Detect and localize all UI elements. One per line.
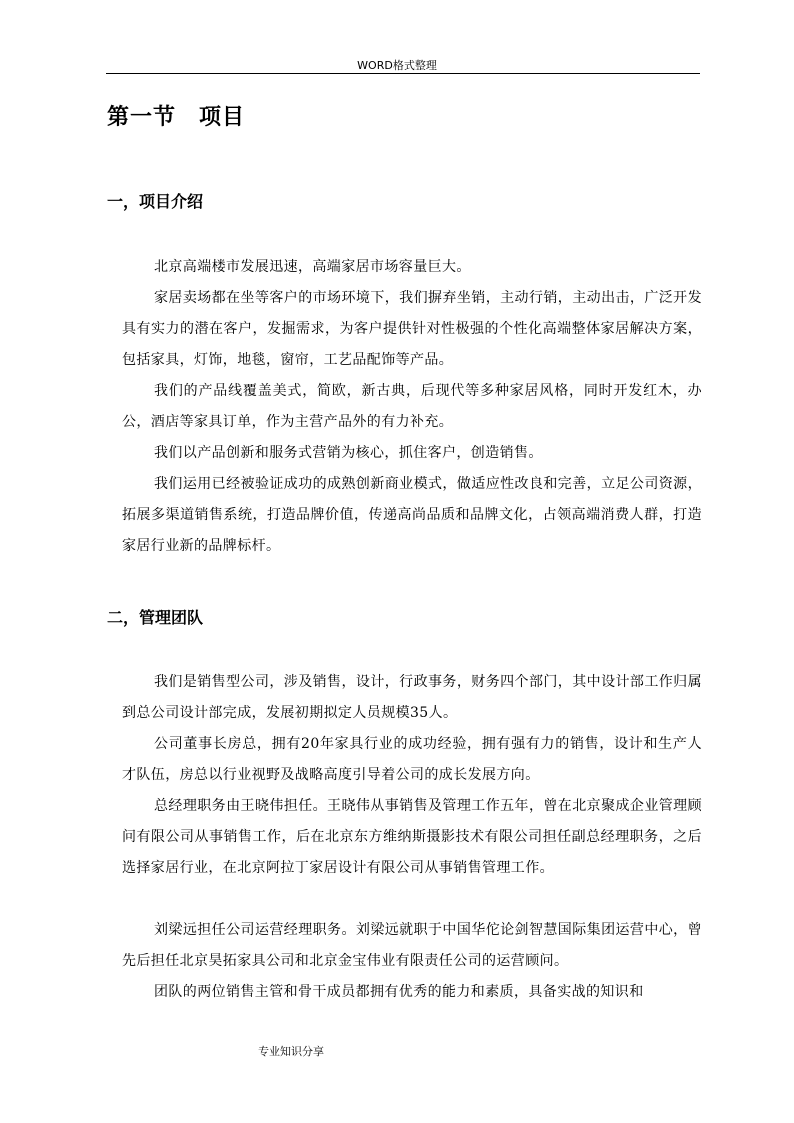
heading-project-intro: 一，项目介绍 [107, 192, 204, 211]
section-title: 第一节 项目 [107, 104, 246, 130]
paragraph: 我们是销售型公司，涉及销售，设计，行政事务，财务四个部门，其中设计部工作归属到总公司设计部完成，发展初期拟定人员规模35人。 [122, 674, 702, 721]
paragraph: 刘梁远担任公司运营经理职务。刘梁远就职于中国华佗论剑智慧国际集团运营中心，曾先后担任北京昊拓家具公司和北京金宝伟业有限责任公司的运营顾问。 [122, 922, 702, 969]
header-divider [106, 73, 700, 74]
paragraph: 我们以产品创新和服务式营销为核心，抓住客户，创造销售。 [154, 445, 543, 461]
paragraph: 我们的产品线覆盖美式，简欧，新古典，后现代等多种家居风格，同时开发红木，办公，酒店等家具订单，作为主营产品外的有力补充。 [122, 383, 702, 430]
paragraph: 北京高端楼市发展迅速，高端家居市场容量巨大。 [154, 259, 471, 275]
paragraph: 团队的两位销售主管和骨干成员都拥有优秀的能力和素质，具备实战的知识和 [154, 984, 644, 1000]
heading-management-team: 二，管理团队 [107, 608, 204, 627]
page-header: WORD格式整理 [357, 59, 437, 72]
paragraph: 总经理职务由王晓伟担任。王晓伟从事销售及管理工作五年，曾在北京聚成企业管理顾问有限公司从事销售工作，后在北京东方维纳斯摄影技术有限公司担任副总经理职务，之后选择家居行业，在北京阿拉丁家居设计有限公司从事销售管理工作。 [122, 798, 702, 876]
paragraph: 我们运用已经被验证成功的成熟创新商业模式，做适应性改良和完善，立足公司资源，拓展多渠道销售系统，打造品牌价值，传递高尚品质和品牌文化，占领高端消费人群，打造家居行业新的品牌标杆。 [122, 476, 702, 554]
paragraph: 家居卖场都在坐等客户的市场环境下，我们摒弃坐销，主动行销，主动出击，广泛开发具有实力的潜在客户，发掘需求，为客户提供针对性极强的个性化高端整体家居解决方案，包括家具，灯饰，地毯，窗帘，工艺品配饰等产品。 [122, 290, 702, 368]
paragraph: 公司董事长房总，拥有20年家具行业的成功经验，拥有强有力的销售，设计和生产人才队伍，房总以行业视野及战略高度引导着公司的成长发展方向。 [122, 736, 702, 783]
page-footer: 专业知识分享 [258, 1045, 324, 1058]
